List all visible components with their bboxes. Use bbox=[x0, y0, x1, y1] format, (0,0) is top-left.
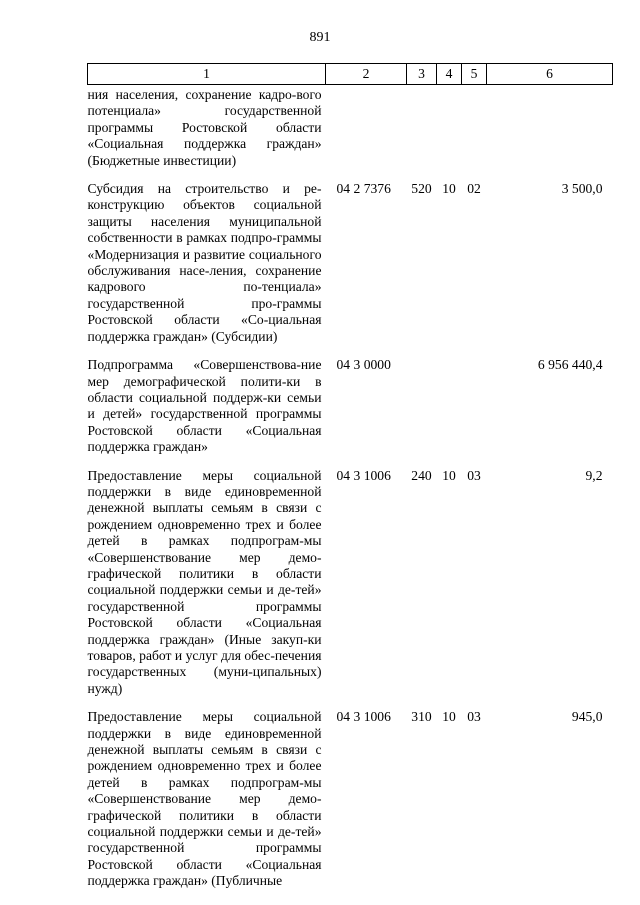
row-expense-type bbox=[407, 85, 437, 170]
row-target-code: 04 3 1006 bbox=[336, 467, 391, 483]
row-amount: 3 500,0 bbox=[561, 181, 603, 197]
row-target-code: 04 3 1006 bbox=[336, 709, 391, 725]
table-header bbox=[88, 64, 613, 85]
row-amount: 6 956 440,4 bbox=[537, 357, 603, 373]
row-section: 10 bbox=[442, 467, 456, 483]
table-row bbox=[88, 468, 613, 698]
column-header-1: 1 bbox=[88, 64, 326, 85]
row-spacer bbox=[88, 456, 613, 468]
table-row bbox=[88, 181, 613, 345]
column-header-3: 3 bbox=[407, 64, 437, 85]
row-spacer bbox=[88, 169, 613, 181]
row-description: ния населения, сохранение кадро-вого потенциала» государственной программы Ростовской области «Социальная поддержка граждан» (Бюджетные инвестиции) bbox=[87, 87, 322, 168]
column-header-2: 2 bbox=[326, 64, 407, 85]
row-description: Предоставление меры социальной поддержки в виде единовременной денежной выплаты семьям в связи с рождением одновременно трех и более детей в рамках подпрограм-мы «Совершенствование мер демо-графической политики в области социальной поддержки семьи и де-тей» государственной программы Ростовской области «Социальная поддержка граждан» (Публичные bbox=[87, 709, 322, 889]
row-section bbox=[437, 357, 462, 455]
row-subsection: 02 bbox=[467, 181, 481, 197]
row-amount: 945,0 bbox=[571, 709, 603, 725]
table-row bbox=[88, 357, 613, 455]
row-expense-type: 520 bbox=[411, 181, 432, 197]
row-subsection bbox=[462, 85, 487, 170]
table-row bbox=[88, 85, 613, 170]
row-subsection: 03 bbox=[467, 709, 481, 725]
row-section bbox=[437, 85, 462, 170]
row-description: Субсидия на строительство и ре-конструкцию объектов социальной защиты населения муниципальной собственности в рамках подпро-граммы «Модернизация и развитие социального обслуживания насе-ления, сохранение кадрового по-тенциала» государственной про-граммы Ростовской области «Со-циальная поддержка граждан» (Субсидии) bbox=[87, 181, 322, 344]
column-header-6: 6 bbox=[487, 64, 613, 85]
row-target-code: 04 3 0000 bbox=[336, 357, 391, 373]
row-target-code: 04 2 7376 bbox=[336, 181, 391, 197]
row-spacer bbox=[88, 345, 613, 357]
header-row bbox=[88, 64, 613, 85]
row-section: 10 bbox=[442, 181, 456, 197]
column-header-5: 5 bbox=[462, 64, 487, 85]
budget-table bbox=[87, 63, 613, 890]
table-body bbox=[88, 85, 613, 890]
row-section: 10 bbox=[442, 709, 456, 725]
row-expense-type bbox=[407, 357, 437, 455]
column-header-4: 4 bbox=[437, 64, 462, 85]
row-description: Подпрограмма «Совершенствова-ние мер демографической полити-ки в области социальной поддерж-ки семьи и детей» государственной программы Ростовской области «Социальная поддержка граждан» bbox=[87, 357, 322, 455]
page-number: 891 bbox=[309, 30, 331, 45]
row-subsection bbox=[462, 357, 487, 455]
table-row bbox=[88, 709, 613, 889]
row-expense-type: 240 bbox=[411, 467, 432, 483]
row-expense-type: 310 bbox=[411, 709, 432, 725]
row-description: Предоставление меры социальной поддержки в виде единовременной денежной выплаты семьям в связи с рождением одновременно трех и более детей в рамках подпрограм-мы «Совершенствование мер демо-графической политики в области социальной поддержки семьи и де-тей» государственной программы Ростовской области «Социальная поддержка граждан» (Иные закуп-ки товаров, работ и услуг для обес-печения государственных (муни-ципальных) нужд) bbox=[87, 467, 322, 696]
row-amount: 9,2 bbox=[585, 467, 603, 483]
row-amount bbox=[487, 85, 613, 170]
row-spacer bbox=[88, 697, 613, 709]
row-target-code bbox=[326, 85, 407, 170]
row-subsection: 03 bbox=[467, 467, 481, 483]
